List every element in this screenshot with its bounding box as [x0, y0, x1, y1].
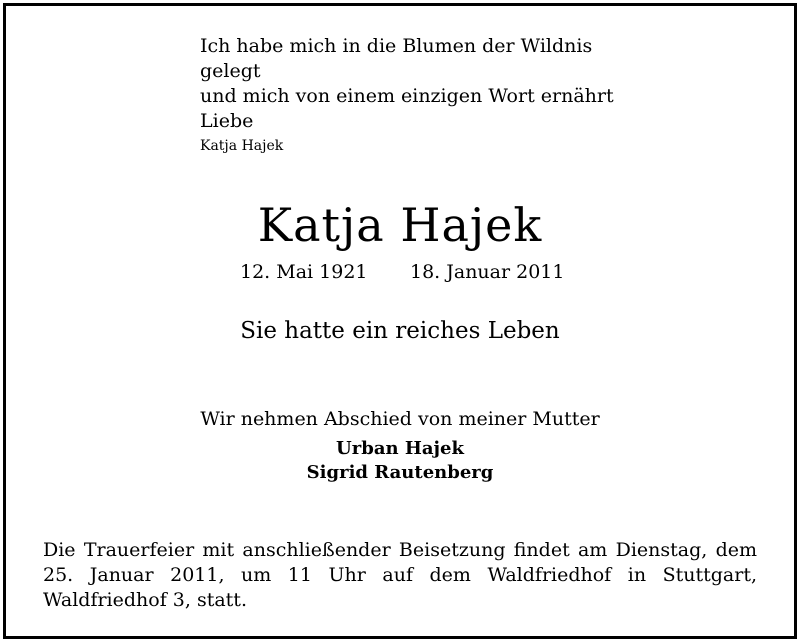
motto: Sie hatte ein reiches Leben: [240, 318, 560, 344]
birth-date: 12. Mai 1921: [240, 261, 368, 283]
farewell-line: Wir nehmen Abschied von meiner Mutter: [200, 408, 600, 430]
deceased-name: Katja Hajek: [257, 198, 543, 252]
mourner-name: Urban Hajek: [336, 438, 464, 459]
poem-block: [200, 34, 660, 158]
poem-author: Katja Hajek: [200, 138, 284, 154]
poem-line: gelegt: [200, 60, 261, 82]
poem-line: und mich von einem einzigen Wort ernährt: [200, 85, 614, 107]
death-date: 18. Januar 2011: [410, 261, 565, 283]
poem-line: Ich habe mich in die Blumen der Wildnis: [200, 35, 593, 57]
poem-line: Liebe: [200, 110, 254, 132]
funeral-notice: Die Trauerfeier mit anschließender Beisetzung findet am Dienstag, dem 25. Januar 2011, um 11 Uhr auf dem Waldfriedhof in Stuttgart, Waldfriedhof 3, statt.: [43, 539, 757, 611]
mourners-list: [0, 437, 800, 485]
mourner-name: Sigrid Rautenberg: [306, 462, 494, 483]
